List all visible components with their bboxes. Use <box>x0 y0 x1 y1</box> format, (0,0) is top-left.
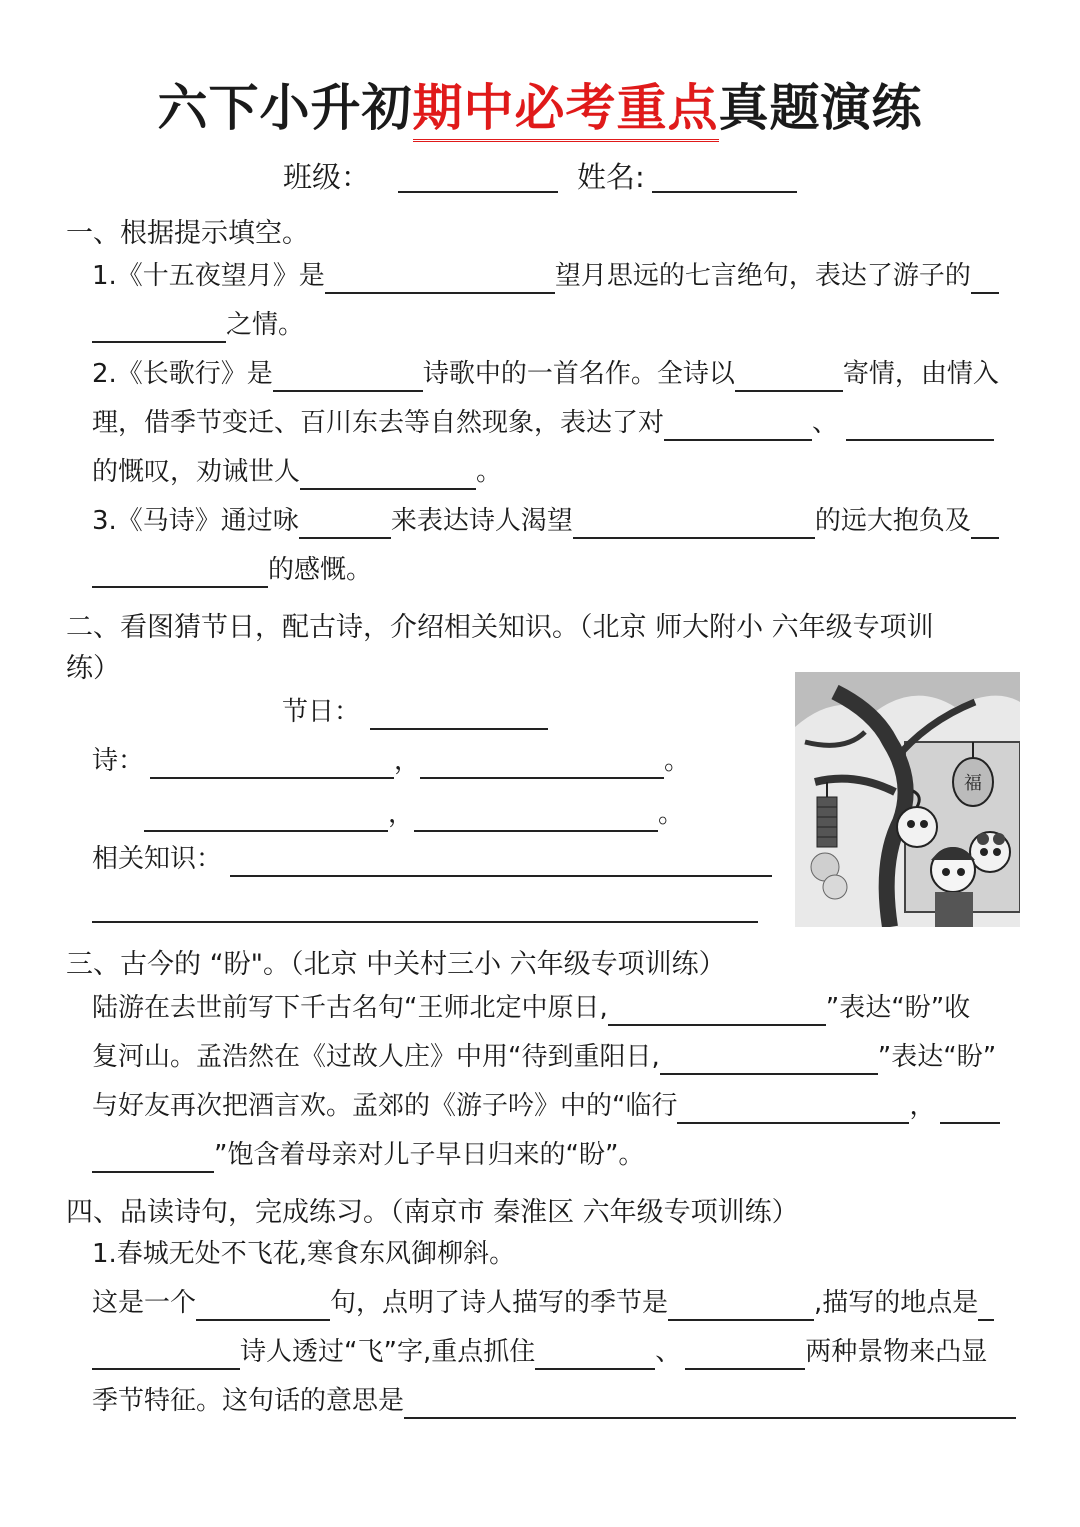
blank[interactable] <box>940 1095 1000 1124</box>
lantern-fu-char: 福 <box>964 773 982 794</box>
s1-q2-text-f: 的慨叹，劝诫世人 <box>92 457 301 487</box>
blank[interactable] <box>144 803 388 832</box>
s4-line3 <box>92 1385 1016 1419</box>
knowledge-blank[interactable] <box>230 848 772 877</box>
s1-q2-text-b: 诗歌中的一首名作。全诗以 <box>422 359 735 389</box>
title-part1: 六下小升初 <box>157 79 413 137</box>
s3-text-1a: 陆游在去世前写下千古名句“王师北定中原日, <box>92 993 608 1023</box>
festival-illustration <box>795 672 1020 927</box>
blank[interactable] <box>685 1341 805 1370</box>
blank[interactable] <box>608 997 826 1026</box>
blank[interactable] <box>92 1144 214 1173</box>
poem-label: 诗： <box>92 746 145 776</box>
s4-text-1a: 这是一个 <box>92 1288 197 1318</box>
title-part2: 真题演练 <box>718 79 923 137</box>
blank[interactable] <box>677 1095 909 1124</box>
blank[interactable] <box>414 803 658 832</box>
period: 。 <box>664 746 691 776</box>
section4-heading: 四、品读诗句，完成练习。（南京市 秦淮区 六年级专项训练） <box>66 1197 799 1228</box>
class-blank[interactable] <box>398 191 558 193</box>
blank[interactable] <box>92 314 226 343</box>
s4-text-1b: 句，点明了诗人描写的季节是 <box>330 1288 669 1318</box>
section3-heading: 三、古今的 “盼"。（北京 中关村三小 六年级专项训练） <box>66 949 726 980</box>
s1-q2-text-g: 。 <box>476 457 503 487</box>
comma: ， <box>388 799 415 829</box>
blank[interactable] <box>660 1046 878 1075</box>
s4-text-2a: 诗人透过“飞”字,重点抓住 <box>240 1337 536 1367</box>
blank[interactable] <box>325 265 555 294</box>
name-label: 姓名: <box>577 160 645 194</box>
section2-heading: 二、看图猜节日，配古诗，介绍相关知识。（北京 师大附小 六年级专项训 <box>66 612 934 643</box>
festival-label: 节日： <box>282 697 361 727</box>
s4-q1: 1.春城无处不飞花,寒食东风御柳斜。 <box>92 1239 516 1269</box>
s1-q2-text-a: 2.《长歌行》是 <box>92 359 273 389</box>
s1-q3-text-d: 的感慨。 <box>268 555 373 585</box>
s1-q1-text-c: 之情。 <box>226 310 305 340</box>
blank[interactable] <box>978 1292 994 1321</box>
blank[interactable] <box>420 750 664 779</box>
blank[interactable] <box>92 1341 240 1370</box>
blank[interactable] <box>535 1341 655 1370</box>
blank[interactable] <box>299 510 391 539</box>
blank[interactable] <box>573 510 815 539</box>
s3-text-4: ”饱含着母亲对儿子早日归来的“盼”。 <box>214 1140 645 1170</box>
s2-festival-row <box>282 696 548 730</box>
s3-text-2b: ”表达“盼” <box>877 1042 997 1072</box>
blank[interactable] <box>971 510 999 539</box>
s1-q1-line1 <box>92 260 999 294</box>
s1-q2-text-e: 、 <box>812 408 839 438</box>
s4-text-3: 季节特征。这句话的意思是 <box>92 1386 405 1416</box>
blank[interactable] <box>196 1292 330 1321</box>
section1-heading: 一、根据提示填空。 <box>66 218 309 249</box>
section2-heading-cont: 练） <box>66 653 120 684</box>
s2-poem-row1 <box>92 745 690 779</box>
s1-q3-text-c: 的远大抱负及 <box>814 506 971 536</box>
s4-text-2c: 两种景物来凸显 <box>805 1337 988 1367</box>
period: 。 <box>658 799 685 829</box>
festival-scene-svg <box>795 672 1020 927</box>
knowledge-label: 相关知识： <box>92 844 223 874</box>
s1-q1-text-b: 望月思远的七言绝句，表达了游子的 <box>554 261 971 291</box>
blank[interactable] <box>668 1292 814 1321</box>
festival-blank[interactable] <box>370 701 548 730</box>
blank[interactable] <box>92 559 268 588</box>
s4-text-2b: 、 <box>655 1337 682 1367</box>
s3-line2 <box>92 1041 996 1075</box>
blank[interactable] <box>404 1390 1016 1419</box>
name-blank[interactable] <box>652 191 797 193</box>
s1-q2-line3 <box>92 456 502 490</box>
s4-line1 <box>92 1287 994 1321</box>
s3-line1 <box>92 992 970 1026</box>
s1-q1-line2 <box>92 309 304 343</box>
s3-line4 <box>92 1139 644 1173</box>
class-label: 班级： <box>283 160 371 194</box>
s4-text-1c: ,描写的地点是 <box>814 1288 979 1318</box>
s1-q2-text-d: 理，借季节变迁、百川东去等自然现象，表达了对 <box>92 408 665 438</box>
s1-q2-line1 <box>92 358 999 392</box>
comma: ， <box>394 746 421 776</box>
blank[interactable] <box>664 412 812 441</box>
s3-text-3a: 与好友再次把酒言欢。孟郊的《游子吟》中的“临行 <box>92 1091 678 1121</box>
blank[interactable] <box>273 363 423 392</box>
s3-line3 <box>92 1090 1000 1124</box>
s2-knowledge-row <box>92 843 772 877</box>
s1-q3-line2 <box>92 554 372 588</box>
s3-text-3b: ， <box>909 1091 936 1121</box>
s4-line2 <box>92 1336 987 1370</box>
blank[interactable] <box>300 461 476 490</box>
s1-q1-text-a: 1.《十五夜望月》是 <box>92 261 325 291</box>
knowledge-blank-line2[interactable] <box>92 921 758 923</box>
blank[interactable] <box>971 265 999 294</box>
blank[interactable] <box>846 412 994 441</box>
s1-q2-text-c: 寄情，由情入 <box>842 359 999 389</box>
s2-poem-row2 <box>144 798 684 832</box>
page-title <box>0 68 1080 140</box>
s3-text-1b: ”表达“盼”收 <box>825 993 971 1023</box>
s1-q3-text-a: 3.《马诗》通过咏 <box>92 506 299 536</box>
s1-q3-line1 <box>92 505 999 539</box>
s1-q3-text-b: 来表达诗人渴望 <box>390 506 573 536</box>
blank[interactable] <box>150 750 394 779</box>
title-highlight: 期中必考重点 <box>413 79 719 142</box>
s1-q2-line2 <box>92 407 994 441</box>
blank[interactable] <box>735 363 843 392</box>
s3-text-2a: 复河山。孟浩然在《过故人庄》中用“待到重阳日, <box>92 1042 660 1072</box>
